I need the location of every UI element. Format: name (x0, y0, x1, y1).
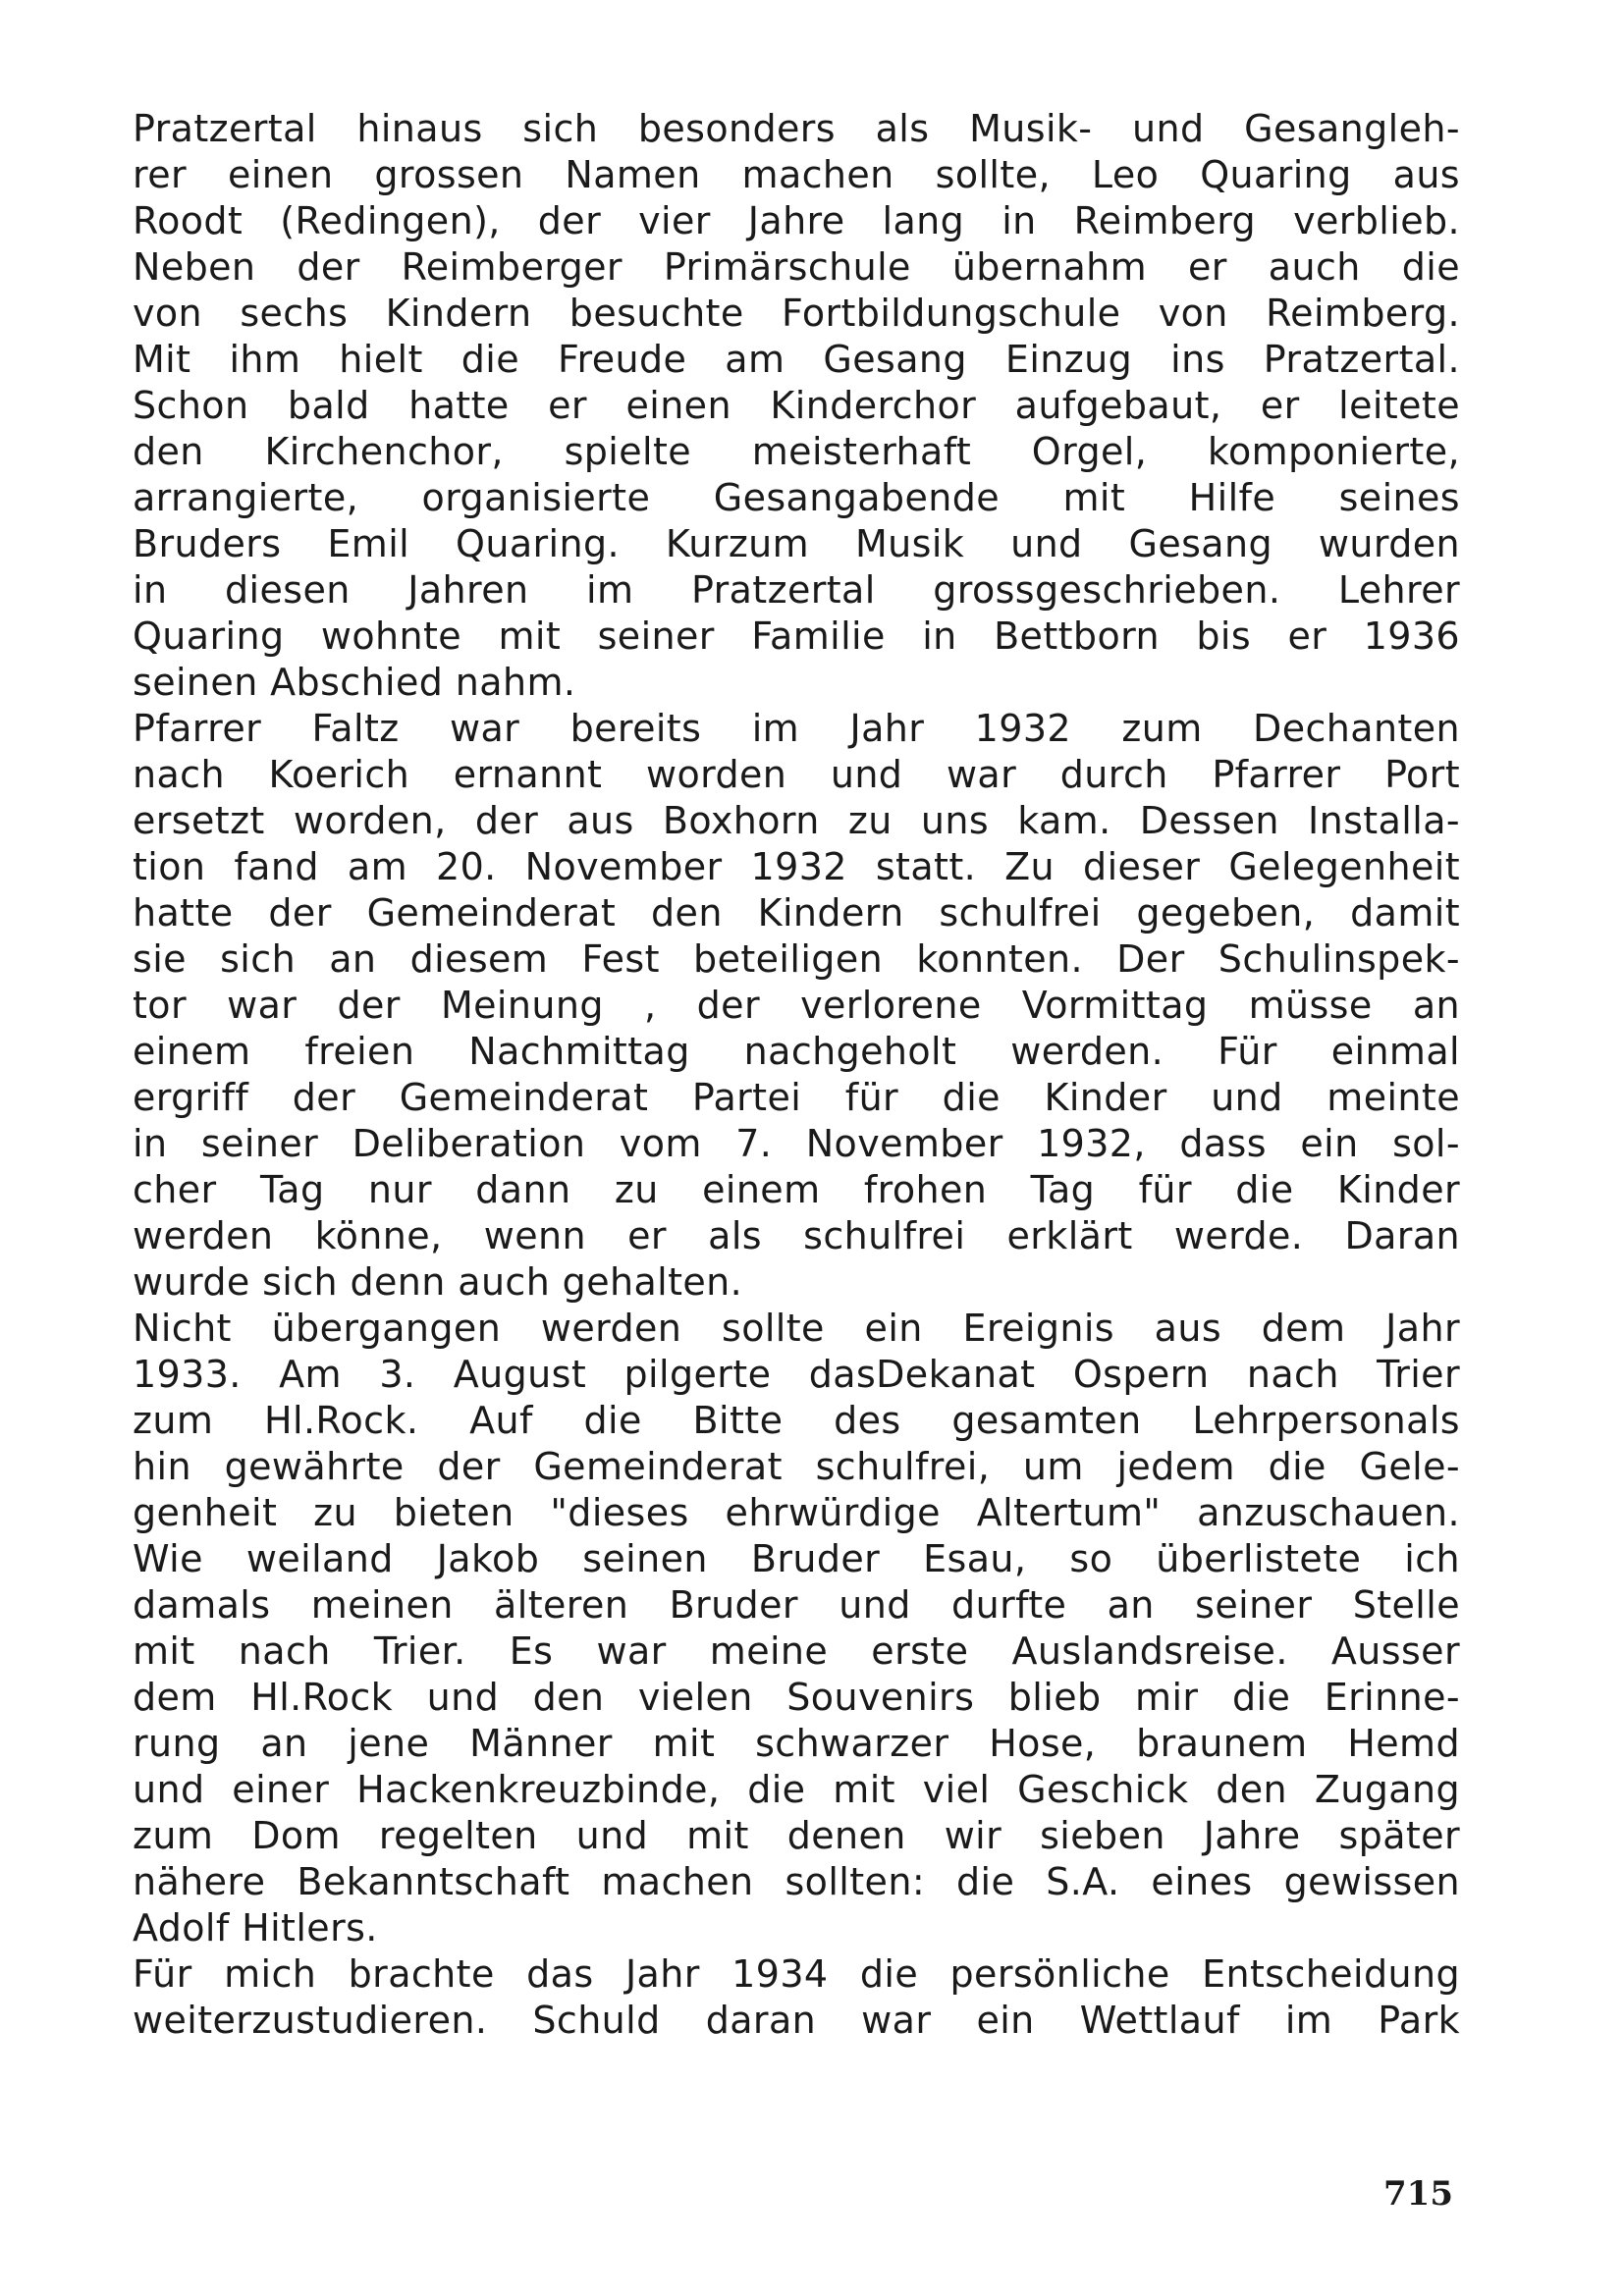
text-line: Quaring wohnte mit seiner Familie in Bettborn bis er 1936 (133, 614, 1460, 658)
text-line: Mit ihm hielt die Freude am Gesang Einzug ins Pratzertal. (133, 338, 1460, 381)
text-line: seinen Abschied nahm. (133, 661, 576, 704)
text-line: ergriff der Gemeinderat Partei für die Kinder und meinte (133, 1076, 1460, 1119)
text-line: mit nach Trier. Es war meine erste Auslandsreise. Ausser (133, 1629, 1460, 1673)
text-line: tor war der Meinung , der verlorene Vormittag müsse an (133, 984, 1460, 1027)
text-line: arrangierte, organisierte Gesangabende mit Hilfe seines (133, 476, 1460, 519)
text-line: Schon bald hatte er einen Kinderchor aufgebaut, er leitete (133, 384, 1460, 427)
text-line: Nicht übergangen werden sollte ein Ereignis aus dem Jahr (133, 1307, 1460, 1350)
text-line: Wie weiland Jakob seinen Bruder Esau, so überlistete ich (133, 1537, 1460, 1580)
text-line: hatte der Gemeinderat den Kindern schulfrei gegeben, damit (133, 891, 1460, 934)
text-line: hin gewährte der Gemeinderat schulfrei, um jedem die Gele- (133, 1445, 1460, 1488)
body-text (133, 106, 1460, 2044)
text-line: nähere Bekanntschaft machen sollten: die S.A. eines gewissen (133, 1860, 1460, 1903)
text-line: Neben der Reimberger Primärschule übernahm er auch die (133, 245, 1460, 289)
text-line: 1933. Am 3. August pilgerte dasDekanat Ospern nach Trier (133, 1353, 1460, 1396)
text-line: den Kirchenchor, spielte meisterhaft Orgel, komponierte, (133, 430, 1460, 473)
text-line: zum Hl.Rock. Auf die Bitte des gesamten Lehrpersonals (133, 1399, 1460, 1442)
text-line: Pratzertal hinaus sich besonders als Musik- und Gesangleh- (133, 107, 1460, 150)
text-line: dem Hl.Rock und den vielen Souvenirs blieb mir die Erinne- (133, 1676, 1460, 1719)
text-line: tion fand am 20. November 1932 statt. Zu dieser Gelegenheit (133, 845, 1460, 888)
text-line: genheit zu bieten "dieses ehrwürdige Altertum" anzuschauen. (133, 1491, 1460, 1534)
text-line: cher Tag nur dann zu einem frohen Tag für die Kinder (133, 1168, 1460, 1211)
text-line: werden könne, wenn er als schulfrei erklärt werde. Daran (133, 1214, 1460, 1257)
text-line: Adolf Hitlers. (133, 1906, 378, 1949)
text-line: rer einen grossen Namen machen sollte, Leo Quaring aus (133, 153, 1460, 196)
text-line: damals meinen älteren Bruder und durfte an seiner Stelle (133, 1583, 1460, 1627)
text-line: einem freien Nachmittag nachgeholt werden. Für einmal (133, 1030, 1460, 1073)
text-line: Pfarrer Faltz war bereits im Jahr 1932 zum Dechanten (133, 707, 1460, 750)
text-line: zum Dom regelten und mit denen wir sieben Jahre später (133, 1814, 1460, 1857)
text-line: von sechs Kindern besuchte Fortbildungschule von Reimberg. (133, 292, 1460, 335)
page-number: 715 (1383, 2174, 1453, 2214)
text-line: weiterzustudieren. Schuld daran war ein Wettlauf im Park (133, 1999, 1460, 2042)
text-line: sie sich an diesem Fest beteiligen konnten. Der Schulinspek- (133, 937, 1460, 981)
text-line: ersetzt worden, der aus Boxhorn zu uns kam. Dessen Installa- (133, 799, 1460, 842)
text-line: Für mich brachte das Jahr 1934 die persönliche Entscheidung (133, 1952, 1460, 1996)
text-line: Roodt (Redingen), der vier Jahre lang in Reimberg verblieb. (133, 199, 1460, 242)
text-line: in seiner Deliberation vom 7. November 1932, dass ein sol- (133, 1122, 1460, 1165)
text-line: in diesen Jahren im Pratzertal grossgeschrieben. Lehrer (133, 568, 1460, 612)
text-line: wurde sich denn auch gehalten. (133, 1260, 743, 1304)
text-line: Bruders Emil Quaring. Kurzum Musik und Gesang wurden (133, 522, 1460, 565)
text-line: rung an jene Männer mit schwarzer Hose, braunem Hemd (133, 1722, 1460, 1765)
text-line: nach Koerich ernannt worden und war durch Pfarrer Port (133, 753, 1460, 796)
text-line: und einer Hackenkreuzbinde, die mit viel Geschick den Zugang (133, 1768, 1460, 1811)
